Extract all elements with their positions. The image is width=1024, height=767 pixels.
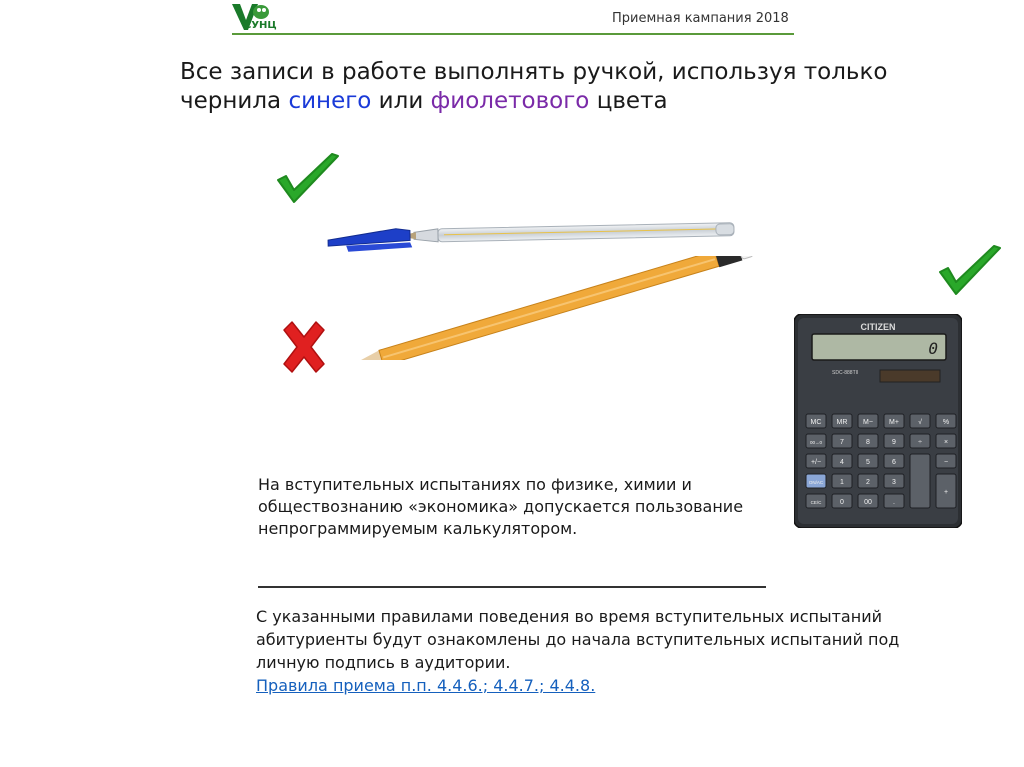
calculator-display: 0: [928, 339, 938, 358]
header-divider: [232, 33, 794, 35]
calculator-key-label: CE/C: [810, 500, 822, 505]
calculator-body: [794, 314, 962, 528]
calculator-key-label: ÷: [918, 439, 922, 446]
calculator-key-label: 8: [866, 439, 870, 446]
calculator-key-label: +: [943, 489, 949, 496]
calculator-key: [910, 454, 930, 508]
calculator-brand: CITIZEN: [860, 322, 896, 332]
calculator: [794, 314, 962, 528]
check-icon: [272, 150, 344, 214]
title-part1: Все записи в работе выполнять ручкой, используя только чернила: [180, 59, 888, 114]
ballpoint-pen: [326, 218, 740, 252]
logo-text: СУНЦ: [244, 20, 277, 31]
calculator-key-label: %: [942, 419, 950, 426]
calculator-key-label: ×: [943, 439, 949, 446]
calculator-model: SDC-888TII: [832, 370, 859, 376]
pencil: [330, 256, 770, 360]
calculator-key-label: 00: [864, 499, 872, 506]
calculator-key-label: .: [893, 499, 895, 506]
calculator-key-label: 3: [892, 479, 896, 486]
calculator-key-label: −: [943, 459, 949, 466]
calculator-key-label: 7: [840, 439, 844, 446]
calculator-key-label: +/−: [810, 459, 822, 466]
title-blue-word: синего: [288, 88, 372, 114]
calculator-key-label: M+: [889, 419, 899, 426]
calculator-key-label: 6: [892, 459, 896, 466]
calculator-key-label: 2: [866, 479, 870, 486]
title-middle: или: [371, 88, 431, 114]
rules-text: С указанными правилами поведения во время вступительных испытаний абитуриенты будут ознакомлены до начала вступительных испытаний под личную подпись в аудитории.: [256, 607, 900, 672]
calculator-key-label: 4: [840, 459, 844, 466]
calculator-key-label: 9: [892, 439, 896, 446]
calculator-key-label: √: [918, 419, 922, 426]
calculator-key-label: 5: [866, 459, 870, 466]
calculator-note: На вступительных испытаниях по физике, химии и обществознанию «экономика» допускается пользование непрограммируемым калькулятором.: [258, 475, 744, 538]
calculator-key-label: 00→0: [809, 440, 823, 445]
calculator-key-label: MR: [836, 419, 848, 426]
title-violet-word: фиолетового: [430, 88, 590, 114]
page-title: [180, 58, 900, 116]
rules-block: [256, 605, 916, 697]
calculator-key-label: MC: [810, 419, 822, 426]
header-title: Приемная кампания 2018: [612, 11, 789, 26]
calculator-key-label: 0: [840, 499, 844, 506]
calculator-key-label: 1: [840, 479, 844, 486]
calculator-key-label: ON/AC: [808, 480, 824, 485]
section-divider: [258, 586, 766, 588]
rules-link[interactable]: Правила приема п.п. 4.4.6.; 4.4.7.; 4.4.8.: [256, 676, 596, 695]
cross-icon: [280, 320, 328, 374]
check-icon-calculator: [934, 242, 1006, 306]
calculator-key-label: M−: [863, 419, 873, 426]
title-end: цвета: [589, 88, 668, 114]
